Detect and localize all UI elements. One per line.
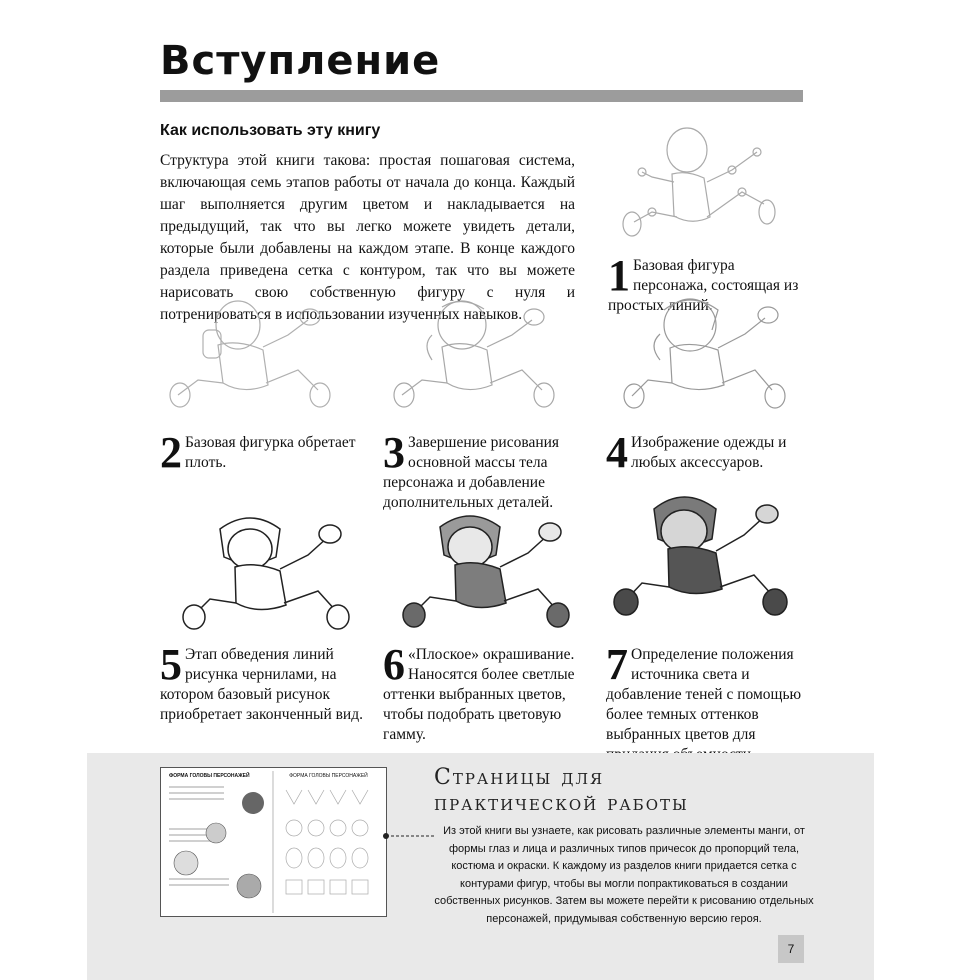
section-heading: Как использовать эту книгу <box>160 122 381 139</box>
step-text: Изображение одежды и любых аксессуаров. <box>631 434 787 471</box>
step-number: 2 <box>160 428 182 477</box>
step4-figure <box>620 290 800 415</box>
step-number: 6 <box>383 640 405 689</box>
step-text: Определение положения источника света и добавление теней с помощью более темных оттенков выбранных цветов для <box>606 646 802 743</box>
step2-figure <box>168 295 348 415</box>
thumbnail-left-title: ФОРМА ГОЛОВЫ ПЕРСОНАЖЕЙ <box>169 773 250 779</box>
practice-title-line2: практической работы <box>434 791 689 816</box>
step-number: 7 <box>606 640 628 689</box>
step-number: 3 <box>383 428 405 477</box>
practice-paragraph: Из этой книги вы узнаете, как рисовать различные элементы манги, от формы глаз и лица и различных типов причесок до пропорций тела, костюма и окраски. К каждому из разделов книги придается сетка с контурами фигур, чтобы вы могли попрактиковаться в создании собственных рисунков. Затем вы можете перейти к рисованию отдельных персонажей, придумывая собственную версию героя. <box>434 825 814 925</box>
thumbnail-right-title: ФОРМА ГОЛОВЫ ПЕРСОНАЖЕЙ <box>289 773 368 779</box>
title-rule <box>160 90 803 102</box>
page-title: Вступление <box>160 38 441 84</box>
step7-figure <box>612 485 797 620</box>
practice-title <box>434 765 689 817</box>
step6-figure <box>400 505 580 632</box>
connector-line <box>382 828 437 846</box>
step-number: 5 <box>160 640 182 689</box>
step-text: Завершение рисования основной массы тела персонажа и добавление дополнительных деталей. <box>383 434 560 511</box>
step-number: 1 <box>608 251 630 300</box>
step3-figure <box>392 295 572 415</box>
step-4 <box>606 428 802 477</box>
step-number: 4 <box>606 428 628 477</box>
step-2 <box>160 428 370 477</box>
step-6 <box>383 640 579 745</box>
practice-page-thumbnail <box>160 767 387 917</box>
practice-title-line1: Страницы для <box>434 765 605 790</box>
intro-paragraph: Структура этой книги такова: простая пошаговая система, включающая семь этапов работы от начала до конца. Каждый шаг выполняется другим цветом и накладывается на предыдущий, так что вы легко можете увидеть детали, которые были добавлены на каждом этапе. В конце каждого раздела приведена сетка с контуром, так что вы можете нарисовать свою собственную фигуру с нуля и потренироваться в использовании изученных навыков. <box>160 152 575 323</box>
step-text: Базовая фигурка обретает плоть. <box>185 434 356 471</box>
step-text: «Плоское» окрашивание. Наносятся более светлые оттенки выбранных цветов, чтобы подобрать цветовую гамму. <box>383 646 575 743</box>
step5-figure <box>180 507 360 632</box>
step-text: Базовая фигура персонажа, состоящая из простых линий. <box>608 257 799 314</box>
step-3 <box>383 428 588 513</box>
step1-figure <box>612 122 792 247</box>
step-text: Этап обведения линий рисунка чернилами, на котором базовый рисунок приобретает законченный вид. <box>160 646 363 723</box>
step-5 <box>160 640 372 725</box>
page-number: 7 <box>778 935 804 963</box>
